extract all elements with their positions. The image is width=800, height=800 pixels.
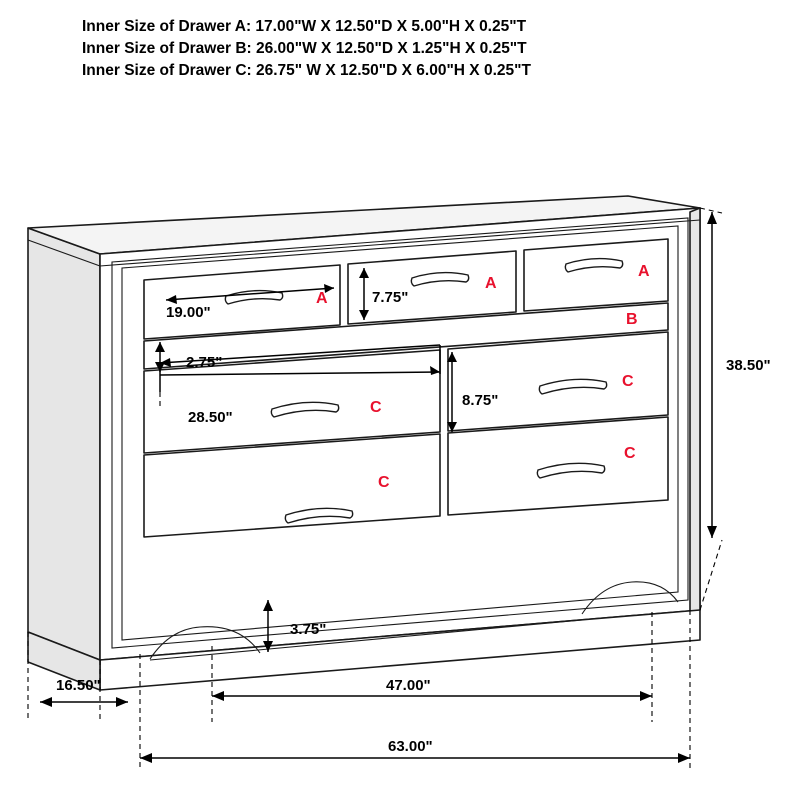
label-a-right: A	[638, 263, 650, 280]
dim-28-50-text: 28.50"	[188, 409, 233, 426]
dim-2-75-text: 2.75"	[186, 354, 223, 371]
dim-63-text: 63.00"	[388, 738, 433, 755]
spec-line-drawer-a: Inner Size of Drawer A: 17.00"W X 12.50"D X 5.00"H X 0.25"T	[82, 18, 527, 35]
dim-3-75-text: 3.75"	[290, 621, 327, 638]
dim-19-text: 19.00"	[166, 304, 211, 321]
label-a-middle: A	[485, 275, 497, 292]
dim-16-50-text: 16.50"	[56, 677, 101, 694]
spec-line-drawer-b: Inner Size of Drawer B: 26.00"W X 12.50"D X 1.25"H X 0.25"T	[82, 40, 527, 57]
dim-8-75-text: 8.75"	[462, 392, 499, 409]
label-c-lower-right: C	[624, 445, 636, 462]
drawer-fronts	[144, 239, 668, 537]
spec-line-drawer-c: Inner Size of Drawer C: 26.75" W X 12.50"D X 6.00"H X 0.25"T	[82, 62, 531, 79]
label-c-upper-right: C	[622, 373, 634, 390]
label-c-upper-left: C	[370, 399, 382, 416]
label-b: B	[626, 311, 638, 328]
dim-38-50-text: 38.50"	[726, 357, 771, 374]
dim-47-text: 47.00"	[386, 677, 431, 694]
dim-7-75-text: 7.75"	[372, 289, 409, 306]
label-a-left: A	[316, 290, 328, 307]
dim-38-50	[700, 208, 771, 610]
label-c-lower-left: C	[378, 474, 390, 491]
